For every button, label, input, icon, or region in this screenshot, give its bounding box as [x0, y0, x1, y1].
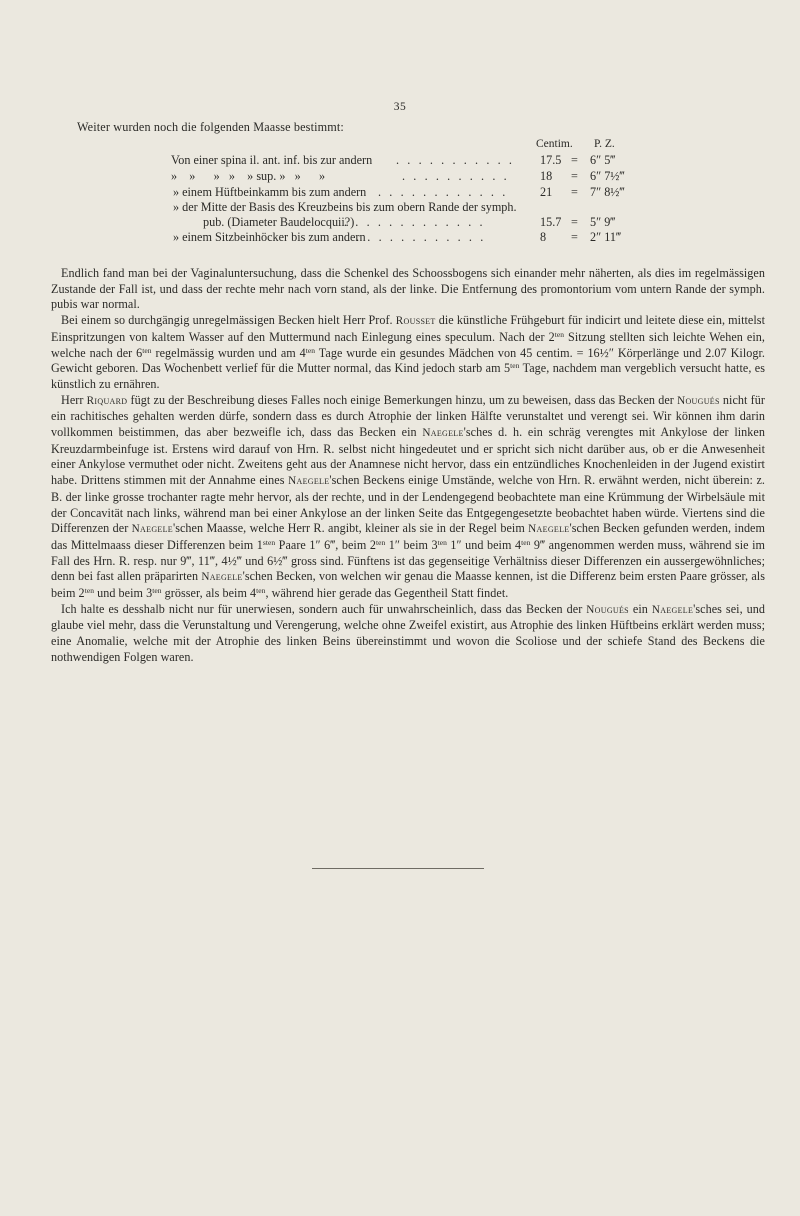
paragraph-premature-birth: Bei einem so durchgängig unregelmässigen Becken hielt Herr Prof. Rousset die künstliche Frühgeburt für indicirt und leitete diese ein, mittelst Einspritzungen von kaltem Wasser auf den Muttermund nach Einlegung eines speculum. Nach der $2^{ten}$ Sitzung stellten sich leichte Wehen ein, welche nach der $6^{ten}$ regelmässig wurden und am $4^{ten}$ Tage wurde ein gesundes Mädchen von 45 centim. = 16½″ Körperlänge und 2.07 Kilogr. Gewicht geboren. Das Wochenbett verlief für die Mutter normal, das Kind jedoch starb am $5^{ten}$ Tage, nachdem man vergeblich versucht hatte, es künstlich zu ernähren.: [51, 313, 766, 391]
header-pz: P. Z.: [594, 138, 615, 150]
author-name: Naegele: [528, 523, 570, 536]
section-divider: [312, 868, 484, 869]
measurement-row: [0, 153, 800, 169]
equals-sign: =: [571, 153, 578, 167]
author-name: Naegele: [651, 603, 694, 616]
measurement-label: Von einer spina il. ant. inf. bis zur andern: [171, 153, 373, 167]
measurement-centim: 18: [540, 169, 553, 183]
measurement-pz: 6″ 7½‴: [590, 169, 625, 183]
author-name: Naegele: [201, 571, 243, 584]
measurement-label: » » » » » sup. » » »: [171, 169, 326, 183]
header-centim: Centim.: [536, 138, 573, 150]
leader-dots: . . . . . . . . . .: [402, 169, 510, 183]
leader-dots: . . . . . . . . . . .: [396, 153, 515, 167]
measurement-centim: 15.7: [540, 215, 562, 229]
author-name: Rousset: [395, 315, 436, 328]
equals-sign: =: [571, 230, 578, 244]
leader-dots: . . . . . . . . . . . .: [378, 185, 508, 199]
measurement-row: [0, 185, 800, 201]
paragraph-vaginal-exam: Endlich fand man bei der Vaginaluntersuchung, dass die Schenkel des Schoossbogens sich einander mehr näherten, als dies im regelmässigen Zustande der Fall ist, und dass der rechte mehr nach vorn stand, als der linke. Die Entfernung des promontorium vom untern Rande der symph. pubis war normal.: [51, 266, 765, 312]
equals-sign: =: [571, 185, 578, 199]
measurement-pz: 2″ 11‴: [590, 230, 622, 244]
leader-dots: . . . . . . . . . . . . .: [344, 215, 486, 229]
measurement-centim: 21: [540, 185, 553, 199]
author-name: Naegele: [131, 523, 173, 536]
paragraph-riquard-remarks: Herr Riquard fügt zu der Beschreibung dieses Falles noch einige Bemerkungen hinzu, um zu beweisen, dass das Becken der Nougués nicht für ein rachitisches gehalten werden dürfe, sondern dass es durch Atrophie der linken Hälfte verunstaltet und verengt sei. Wir können ihm darin vollkommen beistimmen, das aber bezweifle ich, dass das Becken ein Naegele'sches d. h. ein schräg verengtes mit Ankylose der linken Kreuzdarmbeinfuge ist. Erstens wird darauf von Hrn. R. selbst nicht hingedeutet und er spricht sich nicht darüber aus, ob er die Anwesenheit einer Ankylose vermuthet oder nicht. Zweitens geht aus der Anamnese nicht hervor, dass ein entzündliches Knochenleiden in der Jugend existirt habe. Drittens stimmen mit der Annahme eines Naegele'schen Beckens einige Umstände, welche von Hrn. R. erwähnt werden, nicht überein: z. B. der linke grosse trochanter ragte mehr hervor, als der rechte, und in der Lendengegend beobachtete man eine Krümmung der Wirbelsäule mit der Concavität nach links, während man bei einer Ankylose an der linken Seite das Entgegengesetzte beobachtet haben würde. Viertens sind die Differenzen der Naegele'schen Maasse, welche Herr R. angibt, kleiner als sie in der Regel beim Naegele'schen Becken gefunden werden, indem das Mittelmaass dieser Differenzen beim $1^{sten}$ Paare 1″ 6‴, beim $2^{ten}$ 1″ beim $3^{ten}$ 1″ und beim $4^{ten}$ 9‴ angenommen werden muss, während sie im Fall des Hrn. R. resp. nur 9‴, 11‴, 4½‴ und 6½‴ gross sind. Fünftens ist das gegenseitige Verhältniss dieser Differenzen ein aussergewöhnliches; denn bei fast allen präparirten Naegele'schen Becken, von welchen wir genau die Maasse kennen, ist die Differenz beim ersten Paare grösser, als beim $2^{ten}$ und beim $3^{ten}$ grösser, als beim $4^{ten}$, während hier gerade das Gegentheil Statt findet.: [51, 392, 766, 601]
measurement-centim: 17.5: [540, 153, 562, 167]
author-name: Riquard: [86, 394, 128, 407]
measurement-pz: 6″ 5‴: [590, 153, 616, 167]
measurement-centim: 8: [540, 230, 547, 244]
author-name: Nougués: [586, 603, 629, 616]
author-name: Naegele: [422, 427, 464, 440]
measurement-row: [0, 230, 800, 246]
equals-sign: =: [571, 169, 578, 183]
measurement-row: [0, 200, 800, 216]
page-number: 35: [393, 101, 407, 113]
measurement-label: » der Mitte der Basis des Kreuzbeins bis zum obern Rande der symph.: [173, 200, 517, 214]
measurement-label: » einem Hüftbeinkamm bis zum andern: [173, 185, 367, 199]
measurement-row: [0, 215, 800, 231]
equals-sign: =: [571, 215, 578, 229]
measurement-row: [0, 169, 800, 185]
author-name: Nougués: [677, 394, 720, 407]
paragraph-conclusion: Ich halte es desshalb nicht nur für unerwiesen, sondern auch für unwahrscheinlich, dass das Becken der Nougués ein Naegele'sches sei, und glaube viel mehr, dass die Verunstaltung und Verengerung, welche ohne Zweifel existirt, aus Atrophie des linken Hüftbeins erklärt werden muss; eine Anomalie, welche mit der Atrophie des linken Beins übereinstimmt und wovon die Scoliose und der schiefe Stand des Beckens die nothwendigen Folgen waren.: [51, 601, 765, 664]
measurement-label: » einem Sitzbeinhöcker bis zum andern: [173, 230, 366, 244]
intro-line: Weiter wurden noch die folgenden Maasse bestimmt:: [77, 120, 344, 134]
measurement-pz: 5″ 9‴: [590, 215, 616, 229]
body-text: [51, 266, 765, 666]
leader-dots: . . . . . . . . . . . .: [356, 230, 486, 244]
measurement-label: pub. (Diameter Baudelocquii?): [203, 215, 355, 229]
author-name: Naegele: [288, 475, 330, 488]
measurement-pz: 7″ 8½‴: [590, 185, 625, 199]
